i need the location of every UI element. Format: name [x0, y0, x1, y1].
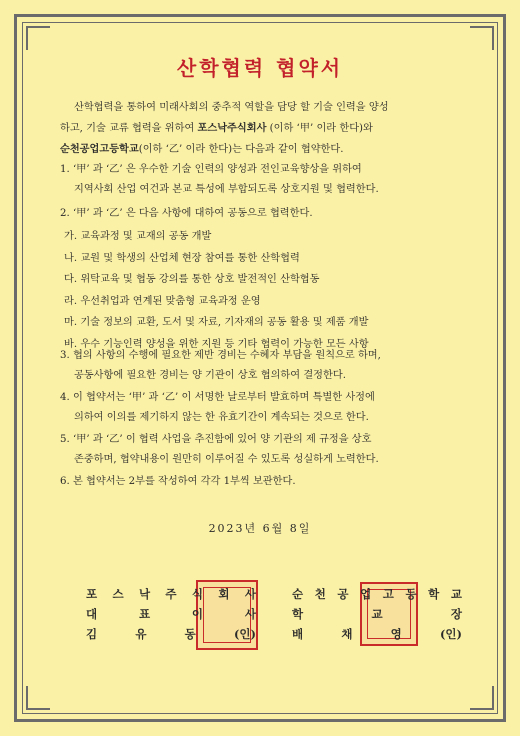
- list-item: 가. 교육과정 및 교재의 공동 개발: [64, 231, 212, 242]
- clause-line: 4. 이 협약서는 ‘甲’ 과 ‘乙’ 이 서명한 날로부터 발효하며 특별한 사정에: [60, 392, 375, 403]
- clause-line: 1. ‘甲’ 과 ‘乙’ 은 우수한 기술 인력의 양성과 전인교육향상을 위하여: [60, 164, 362, 175]
- agreement-date: 2023년 6월 8일: [208, 522, 312, 535]
- clause-line: 의하여 이의를 제기하지 않는 한 유효기간이 계속되는 것으로 한다.: [74, 412, 369, 423]
- intro-paragraph: [60, 98, 472, 160]
- signature-block-school: [292, 584, 462, 644]
- corner-ornament: [470, 686, 494, 710]
- clause-line: 5. ‘甲’ 과 ‘乙’ 이 협력 사업을 추진함에 있어 양 기관의 제 규정을 상호: [60, 434, 372, 445]
- clause-2: [60, 204, 474, 224]
- clause-4: [60, 388, 474, 428]
- intro-line: [60, 139, 472, 160]
- cooperation-items: [64, 226, 474, 355]
- intro-line: 산학협력을 통하여 미래사회의 중추적 역할을 담당 할 기술 인력을 양성: [74, 102, 389, 113]
- clause-line: 2. ‘甲’ 과 ‘乙’ 은 다음 사항에 대하여 공동으로 협력한다.: [60, 208, 313, 219]
- clause-line: 6. 본 협약서는 2부를 작성하여 각각 1부씩 보관한다.: [60, 476, 296, 487]
- representative-name-row: 김 유 동 (인): [86, 627, 256, 641]
- list-item: 나. 교원 및 학생의 산업체 현장 참여를 통한 산학협력: [64, 252, 300, 264]
- principal-name-row: 배 채 영 (인): [292, 627, 462, 641]
- corner-ornament: [26, 26, 50, 50]
- document-title: 산학협력 협약서: [176, 56, 344, 80]
- intro-line: [60, 118, 472, 139]
- clause-6: [60, 472, 474, 492]
- clause-1: [60, 160, 474, 200]
- representative-title-row: 대 표 이 사: [86, 607, 256, 621]
- corner-ornament: [470, 26, 494, 50]
- signature-block-company: [86, 584, 256, 644]
- clause-3: [60, 346, 474, 386]
- intro-text: (이하 ‘甲’ 이라 한다)와: [266, 123, 373, 134]
- clause-line: 지역사회 산업 여건과 본교 특성에 부합되도록 상호지원 및 협력한다.: [74, 184, 379, 195]
- intro-text: (이하 ‘乙’ 이라 한다)는 다음과 같이 협약한다.: [138, 144, 344, 155]
- company-name-row: 포 스 낙 주 식 회 사: [86, 587, 256, 601]
- school-name: 순천공업고등학교: [60, 143, 139, 155]
- list-item: 다. 위탁교육 및 협동 강의를 통한 상호 발전적인 산학협동: [64, 274, 320, 285]
- company-name: 포스낙주식회사: [197, 122, 267, 134]
- clause-line: 존중하며, 협약내용이 원만히 이루어질 수 있도록 성실하게 노력한다.: [74, 454, 379, 465]
- list-item: 마. 기술 정보의 교환, 도서 및 자료, 기자재의 공동 활용 및 제품 개발: [64, 317, 369, 328]
- list-item: 라. 우선취업과 연계된 맞춤형 교육과정 운영: [64, 295, 261, 307]
- principal-title-row: 학 교 장: [292, 607, 462, 621]
- clause-5: [60, 430, 474, 470]
- school-name-row: 순 천 공 업 고 등 학 교: [292, 587, 462, 601]
- corner-ornament: [26, 686, 50, 710]
- clause-line: 3. 협의 사항의 수행에 필요한 제반 경비는 수혜자 부담을 원칙으로 하며,: [60, 350, 381, 361]
- intro-text: 하고, 기술 교류 협력을 위하여: [60, 123, 198, 134]
- list-item: 바. 우수 기능인력 양성을 위한 지원 등 기타 협력이 가능한 모든 사항: [64, 338, 369, 350]
- clause-line: 공동사항에 필요한 경비는 양 기관이 상호 협의하여 결정한다.: [74, 370, 346, 381]
